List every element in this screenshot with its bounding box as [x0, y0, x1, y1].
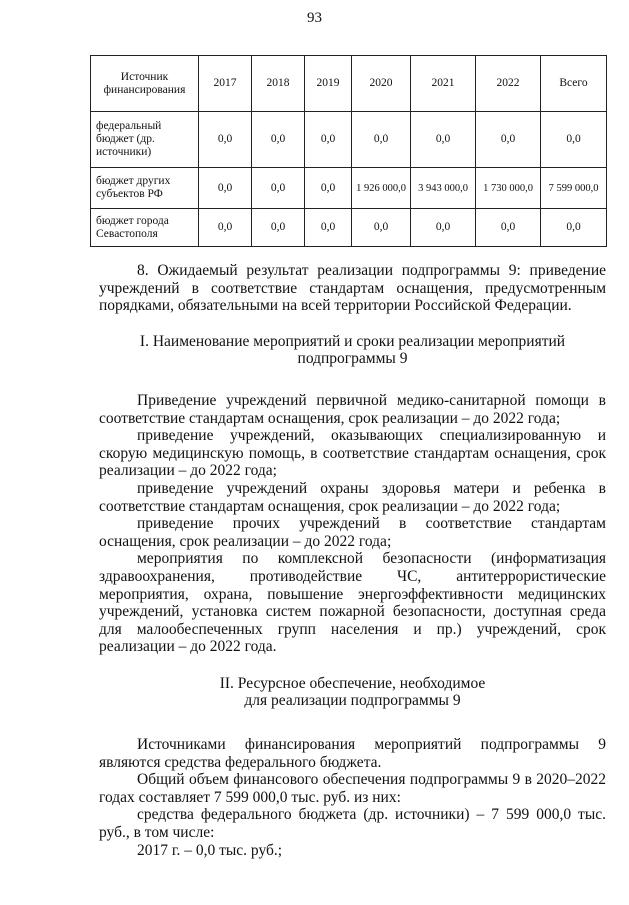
table-cell: 0,0 — [252, 209, 305, 247]
table-cell: 0,0 — [411, 112, 476, 168]
row-source: бюджет других субъектов РФ — [91, 168, 199, 209]
table-cell: 0,0 — [305, 168, 352, 209]
total-funding-paragraph: Общий объем финансового обеспечения подпрограммы 9 в 2020–2022 годах составляет 7 599 000,0 тыс. руб. из них: — [99, 771, 606, 806]
table-cell: 1 730 000,0 — [476, 168, 541, 209]
table-cell: 0,0 — [199, 112, 252, 168]
column-header: Всего — [541, 56, 607, 112]
column-header: 2022 — [476, 56, 541, 112]
section-2-title-line-2: для реализации подпрограммы 9 — [244, 692, 461, 710]
table-cell: 0,0 — [476, 112, 541, 168]
body-text — [99, 262, 606, 859]
table-cell: 0,0 — [541, 209, 607, 247]
funding-sources-paragraph: Источниками финансирования мероприятий подпрограммы 9 являются средства федерального бюджета. — [99, 736, 606, 771]
measure-paragraph: Приведение учреждений первичной медико-санитарной помощи в соответствие стандартам оснащения, срок реализации – до 2022 года; — [99, 391, 606, 427]
page-number: 93 — [307, 10, 322, 26]
table-cell: 0,0 — [305, 209, 352, 247]
table-cell: 0,0 — [476, 209, 541, 247]
table-cell: 0,0 — [252, 112, 305, 168]
federal-funding-paragraph: средства федерального бюджета (др. источники) – 7 599 000,0 тыс. руб., в том числе: — [99, 806, 606, 842]
table-row — [91, 168, 607, 209]
measure-paragraph: мероприятия по комплексной безопасности (информатизация здравоохранения, противодействие ЧС, антитеррористические мероприятия, охрана, повышение энергоэффективности медицинских учреждений, установка систем пожарной безопасности, доступная среда для малообеспеченных групп населения и пр.) учреждений, срок реализации – до 2022 года. — [99, 550, 606, 656]
table-cell: 0,0 — [541, 112, 607, 168]
table-row — [91, 112, 607, 168]
table-header-row — [91, 56, 607, 112]
year-2017-line: 2017 г. – 0,0 тыс. руб.; — [137, 841, 283, 859]
table-cell: 7 599 000,0 — [541, 168, 607, 209]
column-header: Источник финансирования — [91, 56, 199, 112]
expected-result-paragraph: 8. Ожидаемый результат реализации подпрограммы 9: приведение учреждений в соответствие стандартам оснащения, предусмотренным порядками, обязательными на всей территории Российской Федерации. — [99, 262, 606, 315]
table-cell: 3 943 000,0 — [411, 168, 476, 209]
financing-table — [90, 55, 607, 247]
row-source: федеральный бюджет (др. источники) — [91, 112, 199, 168]
table-cell: 0,0 — [305, 112, 352, 168]
table-row — [91, 209, 607, 247]
column-header: 2019 — [305, 56, 352, 112]
column-header: 2017 — [199, 56, 252, 112]
row-source: бюджет города Севастополя — [91, 209, 199, 247]
table-cell: 0,0 — [252, 168, 305, 209]
table-cell: 0,0 — [199, 209, 252, 247]
column-header: 2020 — [352, 56, 411, 112]
column-header: 2021 — [411, 56, 476, 112]
table-cell: 0,0 — [352, 209, 411, 247]
measure-paragraph: приведение учреждений, оказывающих специализированную и скорую медицинскую помощь, в соответствие стандартам оснащения, срок реализации – до 2022 года; — [99, 427, 606, 480]
measure-paragraph: приведение прочих учреждений в соответствие стандартам оснащения, срок реализации – до 2022 года; — [99, 515, 606, 550]
column-header: 2018 — [252, 56, 305, 112]
table-cell: 0,0 — [352, 112, 411, 168]
section-2-title-line-1: II. Ресурсное обеспечение, необходимое — [219, 674, 486, 692]
table-cell: 0,0 — [411, 209, 476, 247]
table-cell: 0,0 — [199, 168, 252, 209]
section-1-title: I. Наименование мероприятий и сроки реализации мероприятий подпрограммы 9 — [139, 332, 566, 368]
table-cell: 1 926 000,0 — [352, 168, 411, 209]
measure-paragraph: приведение учреждений охраны здоровья матери и ребенка в соответствие стандартам оснащения, срок реализации – до 2022 года; — [99, 479, 606, 515]
